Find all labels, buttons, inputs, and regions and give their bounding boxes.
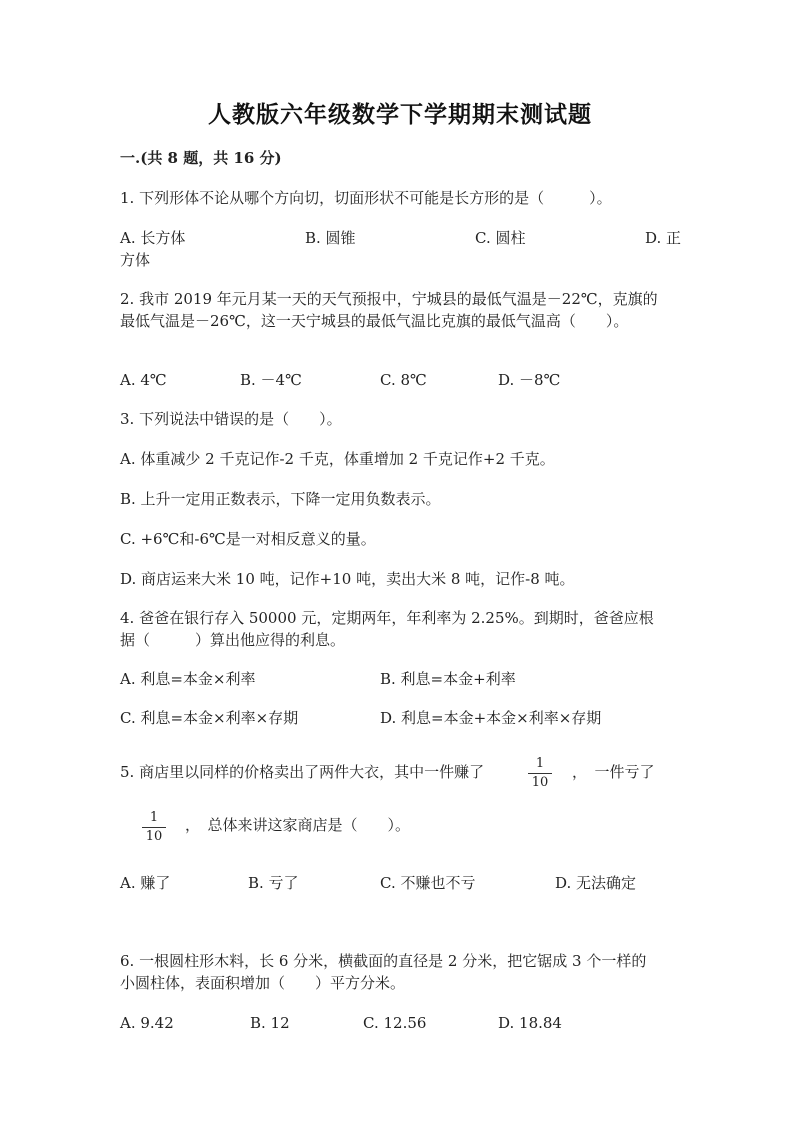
fraction-bar bbox=[528, 773, 552, 774]
question-4-text-line-2: 据（ ）算出他应得的利息。 bbox=[120, 631, 346, 649]
question-6-option-c: C. 12.56 bbox=[363, 1014, 427, 1032]
question-2-option-a: A. 4℃ bbox=[120, 371, 167, 389]
question-6-text-line-2: 小圆柱体，表面积增加（ ）平方分米。 bbox=[120, 974, 406, 992]
question-3-option-b: B. 上升一定用正数表示，下降一定用负数表示。 bbox=[120, 490, 441, 508]
question-3-option-a: A. 体重减少 2 千克记作-2 千克，体重增加 2 千克记作+2 千克。 bbox=[120, 450, 555, 468]
question-5-fraction-2 bbox=[142, 810, 166, 845]
question-3-text: 3. 下列说法中错误的是（ ）。 bbox=[120, 410, 342, 428]
question-6-option-b: B. 12 bbox=[250, 1014, 290, 1032]
question-1-option-b: B. 圆锥 bbox=[305, 229, 356, 247]
question-4-option-d: D. 利息=本金+本金×利率×存期 bbox=[380, 709, 602, 727]
fraction-denominator: 10 bbox=[145, 829, 163, 844]
question-1-option-d-wrap: 方体 bbox=[120, 251, 151, 269]
fraction-denominator: 10 bbox=[531, 775, 549, 790]
question-3-option-d: D. 商店运来大米 10 吨，记作+10 吨，卖出大米 8 吨，记作-8 吨。 bbox=[120, 570, 575, 588]
question-3-option-c: C. +6℃和-6℃是一对相反意义的量。 bbox=[120, 530, 376, 548]
question-2-option-b: B. －4℃ bbox=[240, 371, 302, 389]
question-4-option-c: C. 利息=本金×利率×存期 bbox=[120, 709, 299, 727]
question-6-option-d: D. 18.84 bbox=[498, 1014, 562, 1032]
section-header: 一.(共 8 题，共 16 分) bbox=[120, 149, 282, 167]
fraction-bar bbox=[142, 827, 166, 828]
question-2-option-c: C. 8℃ bbox=[380, 371, 427, 389]
question-5-option-c: C. 不赚也不亏 bbox=[380, 874, 476, 892]
question-2-text-line-1: 2. 我市 2019 年元月某一天的天气预报中，宁城县的最低气温是－22℃，克旗的 bbox=[120, 290, 658, 308]
question-5-text-line-2: ， 总体来讲这家商店是（ ）。 bbox=[185, 816, 411, 834]
question-5-option-b: B. 亏了 bbox=[248, 874, 299, 892]
question-5-text-line-1-tail: ， 一件亏了 bbox=[572, 763, 655, 781]
question-6-text-line-1: 6. 一根圆柱形木料，长 6 分米，横截面的直径是 2 分米，把它锯成 3 个一样的 bbox=[120, 952, 647, 970]
fraction-numerator: 1 bbox=[149, 810, 159, 825]
question-1-option-d: D. 正 bbox=[645, 229, 682, 247]
question-1-option-c: C. 圆柱 bbox=[475, 229, 526, 247]
question-4-option-b: B. 利息=本金+利率 bbox=[380, 670, 516, 688]
question-1-option-a: A. 长方体 bbox=[120, 229, 186, 247]
question-6-option-a: A. 9.42 bbox=[120, 1014, 174, 1032]
question-2-option-d: D. －8℃ bbox=[498, 371, 561, 389]
page-title: 人教版六年级数学下学期期末测试题 bbox=[208, 101, 592, 128]
fraction-numerator: 1 bbox=[535, 756, 545, 771]
question-5-text-line-1: 5. 商店里以同样的价格卖出了两件大衣，其中一件赚了 bbox=[120, 763, 485, 781]
question-5-option-a: A. 赚了 bbox=[120, 874, 171, 892]
question-2-text-line-2: 最低气温是－26℃，这一天宁城县的最低气温比克旗的最低气温高（ ）。 bbox=[120, 312, 629, 330]
question-4-option-a: A. 利息=本金×利率 bbox=[120, 670, 256, 688]
question-1-text: 1. 下列形体不论从哪个方向切，切面形状不可能是长方形的是（ ）。 bbox=[120, 189, 612, 207]
question-4-text-line-1: 4. 爸爸在银行存入 50000 元，定期两年，年利率为 2.25%。到期时，爸爸应根 bbox=[120, 609, 654, 627]
question-5-fraction-1 bbox=[528, 756, 552, 791]
question-5-option-d: D. 无法确定 bbox=[555, 874, 637, 892]
